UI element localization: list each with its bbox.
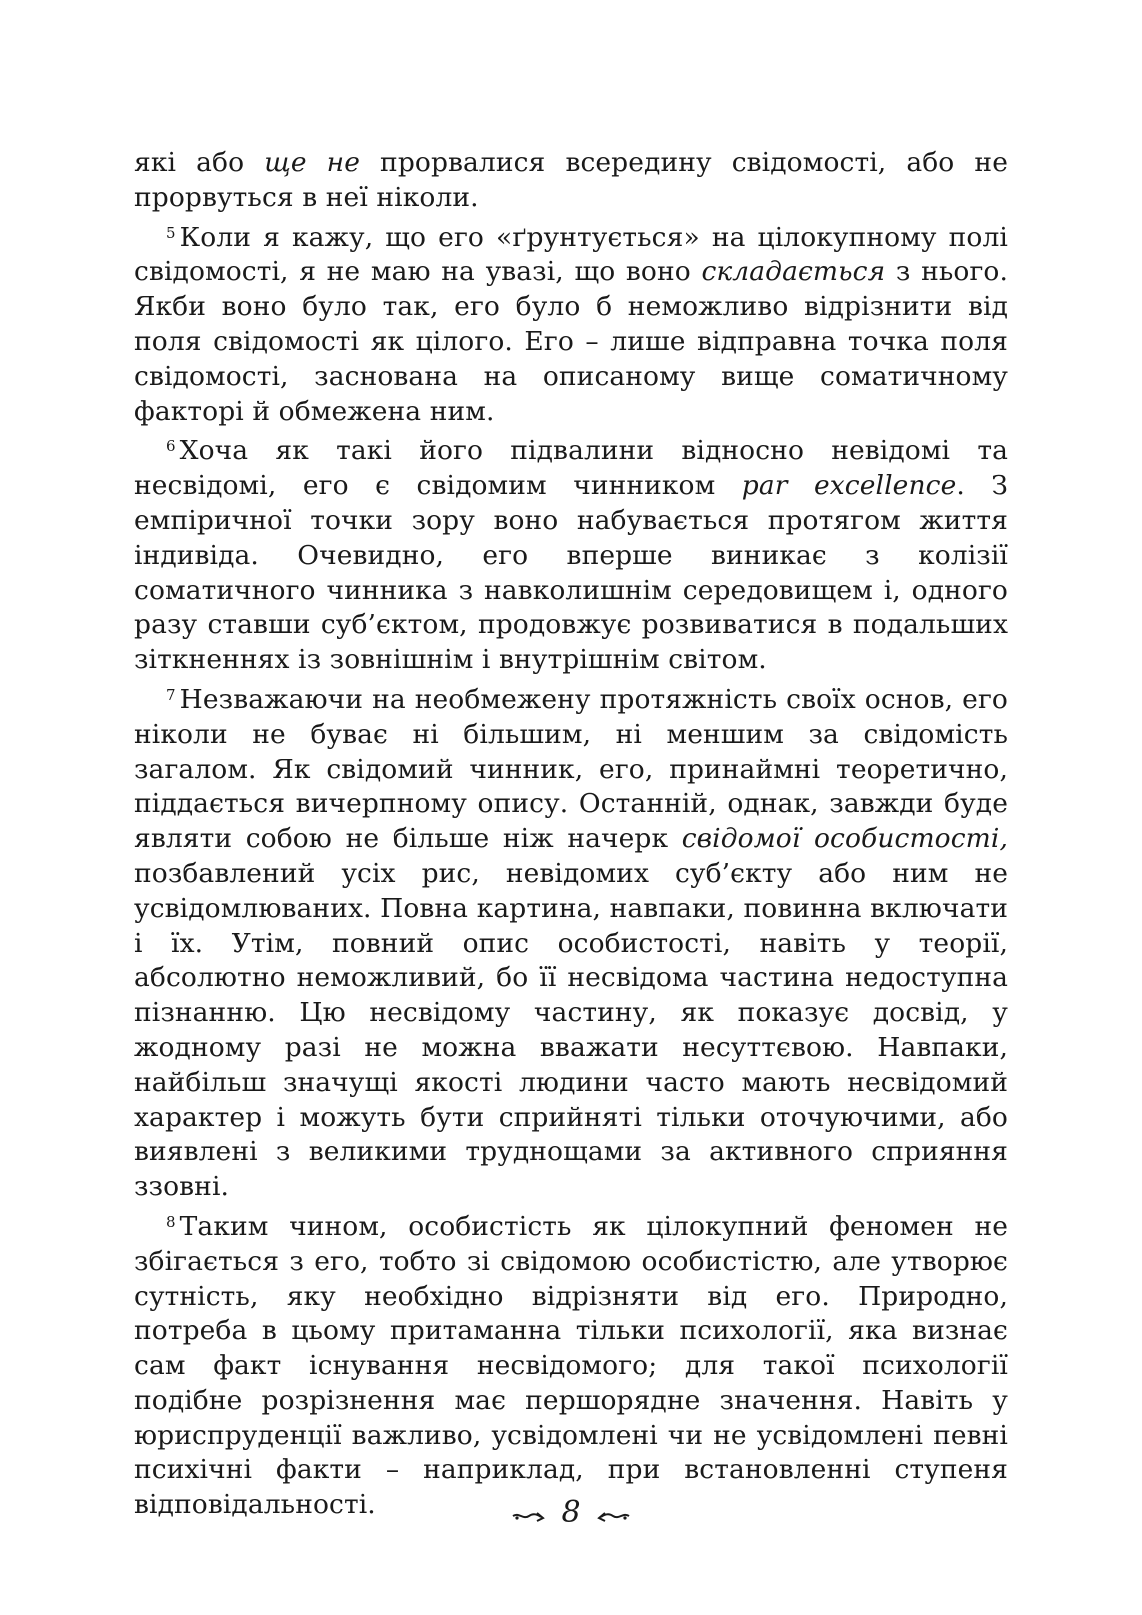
- paragraph-8: [134, 1205, 1008, 1523]
- paragraph-5: [134, 216, 1008, 430]
- text-run: Коли я кажу, що его «ґрунтується» на цілокупному полі свідомості, я не маю на увазі, що воно: [134, 221, 1008, 288]
- page-number: 8: [561, 1495, 581, 1530]
- text-run: Хоча як такі його підвалини відносно невідомі та несвідомі, его є свідомим чинником: [134, 435, 1008, 502]
- text-run: позбавлений усіх рис, невідомих суб’єкту або ним не усвідомлюваних. Повна картина, навпаки, повинна включати і їх. Утім, повний опис особистості, навіть у теорії, абсолютно неможливий, бо її несвідома частина недоступна пізнанню. Цю несвідому частину, як показує досвід, у жодному разі не можна вважати несуттєвою. Навпаки, найбільш значущі якості людини часто мають несвідомий характер і можуть бути сприйняті тільки оточуючими, або виявлені з великими труднощами за активного сприяння ззовні.: [134, 857, 1008, 1203]
- text-run: які або: [134, 147, 265, 178]
- paragraph-6: [134, 429, 1008, 678]
- paragraph-number: 5: [166, 223, 176, 242]
- paragraph-7: [134, 678, 1008, 1205]
- paragraph-continued: [134, 146, 1008, 216]
- text-run: . З емпіричної точки зору воно набувається протягом життя індивіда. Очевидно, его вперше виникає з колізії соматичного чинника з навколишнім середовищем і, одного разу ставши суб’єктом, продовжує розвиватися в подальших зіткненнях із зовнішнім і внутрішнім світом.: [134, 470, 1008, 676]
- italic-text: par excellence: [741, 470, 957, 502]
- flourish-right-icon: [595, 1497, 631, 1532]
- flourish-left-icon: [511, 1497, 547, 1532]
- text-run: з нього. Якби воно було так, его було б неможливо відрізнити від поля свідомості як цілого. Его – лише відправна точка поля свідомості, заснована на описаному вище соматичному факторі й обмежена ним.: [134, 256, 1009, 427]
- text-run: Таким чином, особистість як цілокупний феномен не збігається з его, тобто зі свідомою особистістю, але утворює сутність, яку необхідно відрізняти від его. Природно, потреба в цьому притаманна тільки психології, яка визнає сам факт існування несвідомого; для такої психології подібне розрізнення має першорядне значення. Навіть у юриспруденції важливо, усвідомлені чи не усвідомлені певні психічні факти – наприклад, при встановленні ступеня відповідальності.: [134, 1210, 1008, 1521]
- italic-text: свідомої особистості,: [681, 823, 1008, 855]
- paragraph-number: 8: [166, 1212, 176, 1231]
- paragraph-number: 7: [166, 685, 176, 704]
- italic-text: складається: [701, 256, 886, 288]
- italic-text: ще не: [264, 147, 360, 178]
- text-run: прорвалися всередину свідомості, або не прорвуться в неї ніколи.: [134, 147, 1008, 213]
- page-footer: [0, 1495, 1142, 1532]
- page-body: [134, 146, 1008, 1523]
- text-run: Незважаючи на необмежену протяжність своїх основ, его ніколи не буває ні більшим, ні меншим за свідомість загалом. Як свідомий чинник, его, принаймні теоретично, піддається вичерпному опису. Останній, однак, завжди буде являти собою не більше ніж начерк: [134, 683, 1008, 855]
- paragraph-number: 6: [166, 437, 176, 456]
